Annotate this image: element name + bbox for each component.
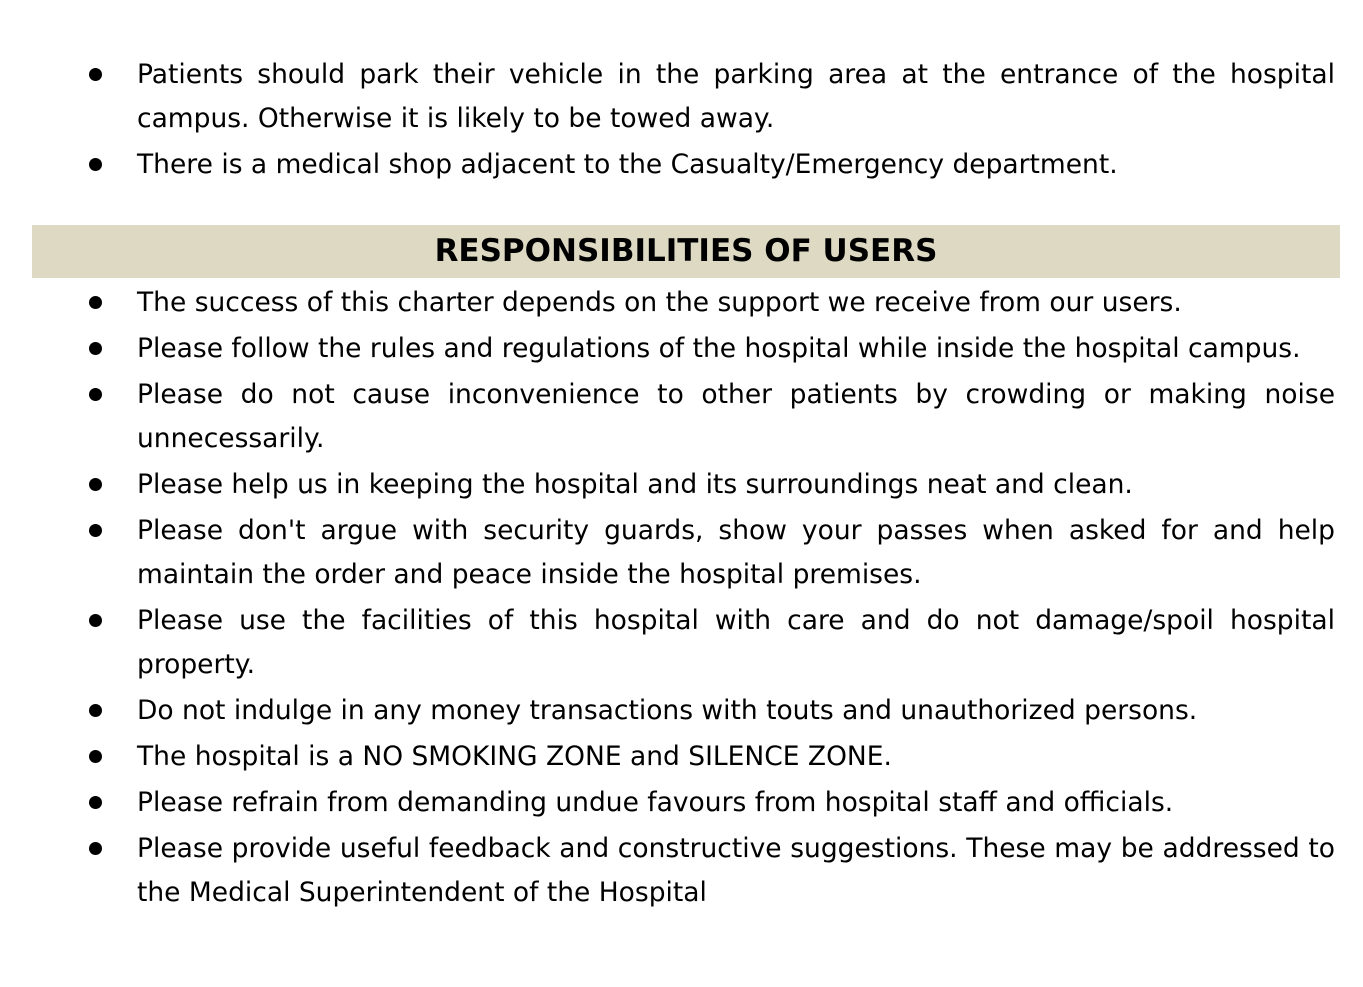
list-item: [84, 281, 1335, 325]
list-item-text: Please provide useful feedback and constructive suggestions. These may be addressed to the Medical Superintendent of the Hospital: [137, 833, 1335, 908]
list-item: [84, 53, 1335, 141]
list-item-text: The success of this charter depends on the support we receive from our users.: [137, 287, 1182, 318]
bullet-icon: [89, 842, 102, 855]
list-item-text: Please refrain from demanding undue favours from hospital staff and officials.: [137, 787, 1174, 818]
bullet-icon: [89, 158, 102, 171]
list-item-text: Patients should park their vehicle in the parking area at the entrance of the hospital campus. Otherwise it is likely to be towed away.: [137, 59, 1335, 134]
bullet-icon: [89, 614, 102, 627]
list-item-text: Please don't argue with security guards, show your passes when asked for and help maintain the order and peace inside the hospital premises.: [137, 515, 1335, 590]
list-item: [84, 599, 1335, 687]
bullet-icon: [89, 796, 102, 809]
list-item-text: Please follow the rules and regulations of the hospital while inside the hospital campus.: [137, 333, 1301, 364]
list-item: [84, 827, 1335, 915]
section-heading: RESPONSIBILITIES OF USERS: [32, 225, 1340, 278]
responsibilities-bullet-list: [84, 281, 1335, 917]
intro-bullet-list: [84, 53, 1335, 189]
bullet-icon: [89, 296, 102, 309]
list-item: [84, 735, 1335, 779]
list-item-text: Please help us in keeping the hospital and its surroundings neat and clean.: [137, 469, 1133, 500]
list-item: [84, 143, 1335, 187]
bullet-icon: [89, 750, 102, 763]
list-item-text: Do not indulge in any money transactions with touts and unauthorized persons.: [137, 695, 1198, 726]
list-item: [84, 327, 1335, 371]
list-item-text: There is a medical shop adjacent to the Casualty/Emergency department.: [137, 149, 1118, 180]
list-item: [84, 781, 1335, 825]
bullet-icon: [89, 68, 102, 81]
list-item-text: Please use the facilities of this hospital with care and do not damage/spoil hospital property.: [137, 605, 1335, 680]
list-item: [84, 689, 1335, 733]
bullet-icon: [89, 478, 102, 491]
bullet-icon: [89, 342, 102, 355]
bullet-icon: [89, 704, 102, 717]
list-item: [84, 509, 1335, 597]
list-item: [84, 463, 1335, 507]
bullet-icon: [89, 388, 102, 401]
list-item: [84, 373, 1335, 461]
bullet-icon: [89, 524, 102, 537]
list-item-text: Please do not cause inconvenience to other patients by crowding or making noise unnecessarily.: [137, 379, 1335, 454]
list-item-text: The hospital is a NO SMOKING ZONE and SILENCE ZONE.: [137, 741, 892, 772]
